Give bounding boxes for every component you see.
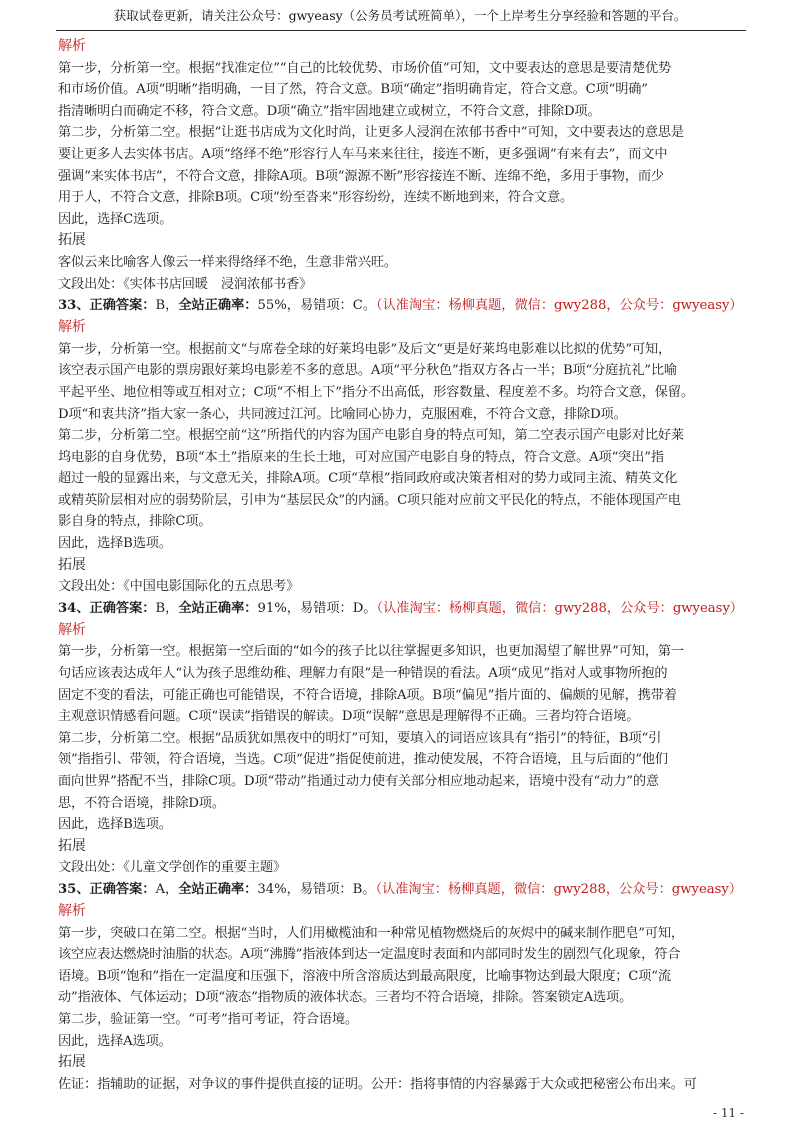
answer-prefix: 35、正确答案： — [58, 881, 156, 897]
accuracy-value: 34%，易错项：B。 — [257, 881, 376, 897]
analysis-label: 解析 — [58, 38, 86, 54]
answer-line-33 — [58, 295, 748, 317]
text-line: 第一步，分析第一空。根据第一空后面的“如今的孩子比以往掌握更多知识，也更加渴望了解世界”可知，第一 — [58, 644, 684, 660]
text-line: 该空应表达燃烧时油脂的状态。A项“沸腾”指液体到达一定温度时表面和内部同时发生的剧烈气化现象，符合 — [58, 947, 681, 963]
text-line: 坞电影的自身优势，B项“本土”指原来的生长土地，可对应国产电影自身的特点，符合文意。A项“突出”指 — [58, 449, 664, 465]
page-number: - 11 - — [712, 1106, 744, 1120]
analysis-label: 解析 — [58, 319, 86, 336]
text-line: 第一步，突破口在第二空。根据“当时，人们用橄榄油和一种常见植物燃烧后的灰烬中的碱来制作肥皂”可知， — [58, 925, 684, 941]
text-line: 因此，选择A选项。 — [58, 1033, 172, 1049]
text-line: 用于人，不符合文意，排除B项。C项“纷至沓来”形容纷纷，连续不断地到来，符合文意。 — [58, 190, 574, 206]
text-line: 面向世界”搭配不当，排除C项。D项“带动”指通过动力使有关部分相应地动起来，语境中没有“动力”的意 — [58, 774, 659, 789]
page-header: 获取试卷更新，请关注公众号：gwyeasy（公务员考试班简单），一个上岸考生分享经验和答题的平台。 — [113, 8, 687, 23]
answer-value: B， — [155, 600, 179, 616]
text-line: 该空表示国产电影的票房跟好莱坞电影差不多的意思。A项“平分秋色”指双方各占一半；B项“分庭抗礼”比喻 — [58, 363, 677, 379]
extension-label: 拓展 — [58, 556, 86, 573]
text-line: 第二步，分析第二空。根据空前“这”所指代的内容为国产电影自身的特点可知，第二空表示国产电影对比好莱 — [58, 428, 684, 444]
page-content — [58, 36, 748, 1095]
source-line: 文段出处：《实体书店回暖 浸润浓郁书香》 — [58, 276, 313, 292]
text-line: 平起平坐、地位相等或互相对立；C项“不相上下”指分不出高低，形容数量、程度差不多。均符合文意，保留。 — [58, 384, 694, 400]
text-line: 佐证：指辅助的证据，对争议的事件提供直接的证明。公开：指将事情的内容暴露于大众或把秘密公布出来。可 — [58, 1076, 697, 1092]
extension-label: 拓展 — [58, 1054, 86, 1071]
text-line: 超过一般的显露出来，与文意无关，排除A项。C项“草根”指同政府或决策者相对的势力或同主流、精英文化 — [58, 471, 678, 487]
accuracy-value: 55%，易错项：C。 — [257, 298, 377, 314]
text-line: 语境。B项“饱和”指在一定温度和压强下，溶液中所含溶质达到最高限度，比喻事物达到最大限度；C项“流 — [58, 968, 671, 984]
text-line: 第一步，分析第一空。根据“找准定位”“自己的比较优势、市场价值”可知，文中要表达的意思是要清楚优势 — [58, 60, 672, 76]
text-line: 或精英阶层相对应的弱势阶层，引申为“基层民众”的内涵。C项只能对应前文平民化的特点，不能体现国产电 — [58, 492, 681, 508]
text-line: 动”指液体、气体运动；D项“液态”指物质的液体状态。三者均不符合语境，排除。答案锁定A选项。 — [58, 990, 633, 1006]
extension-label: 拓展 — [58, 837, 86, 854]
text-line: 思，不符合语境，排除D项。 — [58, 795, 225, 811]
text-line: 第二步，验证第一空。“可考”指可考证，符合语境。 — [58, 1011, 359, 1027]
source-line: 文段出处：《中国电影国际化的五点思考》 — [58, 579, 300, 595]
header-divider — [56, 30, 746, 31]
accuracy-value: 91%，易错项：D。 — [257, 600, 377, 616]
accuracy-prefix: 全站正确率： — [178, 298, 258, 314]
analysis-block — [58, 58, 748, 231]
promo-text: （认准淘宝：杨柳真题，微信：gwy288，公众号：gwyeasy） — [376, 298, 743, 314]
source-line: 文段出处：《儿童文学创作的重要主题》 — [58, 860, 287, 876]
text-line: 主观意识情感看问题。C项“误读”指错误的解读。D项“误解”意思是理解得不正确。三者均符合语境。 — [58, 709, 640, 725]
text-line: 领”指指引、带领，符合语境，当选。C项“促进”指促使前进，推动使发展，不符合语境，且与后面的“他们 — [58, 752, 668, 768]
text-line: 因此，选择B选项。 — [58, 817, 172, 833]
analysis-block — [58, 641, 748, 835]
answer-value: B， — [155, 298, 179, 314]
text-line: 强调“来实体书店”，不符合文意，排除A项。B项“源源不断”形容接连不断、连绵不绝，多用于事物，而少 — [58, 168, 664, 184]
text-line: 因此，选择B选项。 — [58, 536, 172, 552]
text-line: 要让更多人去实体书店。A项“络绎不绝”形容行人车马来来往往，接连不断，更多强调“有来有去”，而文中 — [58, 146, 668, 162]
text-line: 指清晰明白而确定不移，符合文意。D项“确立”指牢固地建立或树立，不符合文意，排除D项。 — [58, 103, 601, 119]
text-line: 句话应该表达成年人“认为孩子思维幼稚、理解力有限”是一种错误的看法。A项“成见”指对人或事物所抱的 — [58, 666, 668, 682]
promo-text: （认准淘宝：杨柳真题，微信：gwy288，公众号：gwyeasy） — [376, 600, 744, 616]
text-line: 第二步，分析第二空。根据“让逛书店成为文化时尚，让更多人浸润在浓郁书香中”可知，文中要表达的意思是 — [58, 125, 684, 141]
answer-prefix: 34、正确答案： — [58, 600, 156, 616]
answer-line-35 — [58, 879, 748, 901]
answer-value: A， — [155, 881, 179, 897]
answer-line-34 — [58, 598, 748, 620]
analysis-label: 解析 — [58, 621, 86, 638]
analysis-label: 解析 — [58, 902, 86, 919]
text-line: 和市场价值。A项“明晰”指明确，一目了然，符合文意。B项“确定”指明确肯定，符合文意。C项“明确” — [58, 82, 648, 98]
accuracy-prefix: 全站正确率： — [178, 600, 258, 616]
promo-text: （认准淘宝：杨柳真题，微信：gwy288，公众号：gwyeasy） — [375, 881, 743, 897]
extension-label: 拓展 — [58, 232, 86, 249]
analysis-block — [58, 339, 748, 555]
text-line: 影自身的特点，排除C项。 — [58, 514, 212, 530]
text-line: 客似云来比喻客人像云一样来得络绎不绝，生意非常兴旺。 — [58, 254, 397, 270]
text-line: 固定不变的看法，可能正确也可能错误，不符合语境，排除A项。B项“偏见”指片面的、偏颇的见解，携带着 — [58, 687, 677, 703]
text-line: D项“和衷共济”指大家一条心，共同渡过江河。比喻同心协力，克服困难，不符合文意，排除D项。 — [58, 406, 627, 422]
analysis-block — [58, 923, 748, 1053]
text-line: 第一步，分析第一空。根据前文“与席卷全球的好莱坞电影”及后文“更是好莱坞电影难以比拟的优势”可知， — [58, 341, 672, 357]
accuracy-prefix: 全站正确率： — [178, 881, 258, 897]
text-line: 第二步，分析第二空。根据“品质犹如黑夜中的明灯”可知，要填入的词语应该具有“指引”的特征，B项“引 — [58, 730, 662, 746]
text-line: 因此，选择C选项。 — [58, 211, 173, 227]
answer-prefix: 33、正确答案： — [58, 298, 156, 314]
